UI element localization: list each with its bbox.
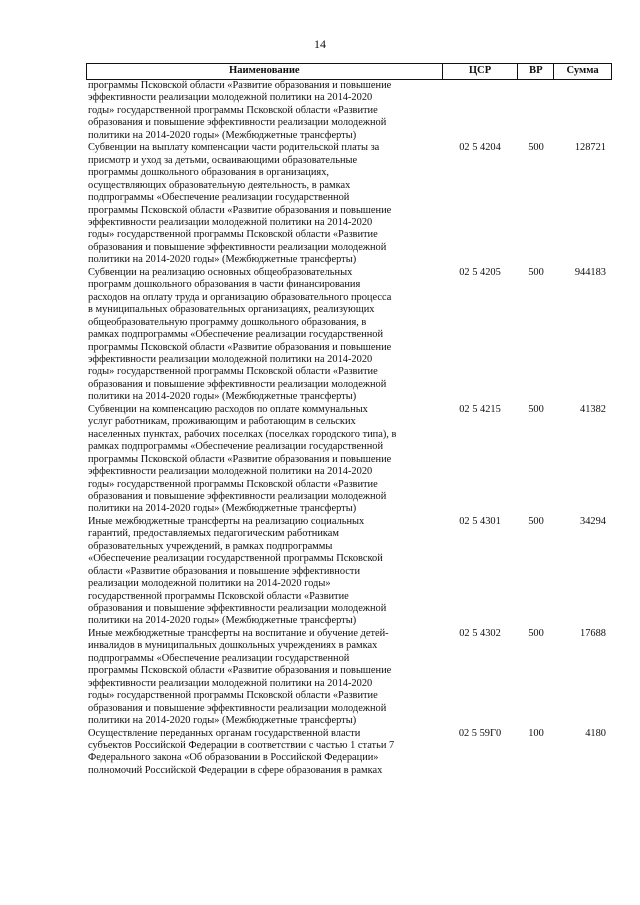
text-line: годы» государственной программы Псковской области «Развитие (88, 366, 378, 378)
text-line: годы» государственной программы Псковской области «Развитие (88, 229, 378, 241)
text-line: эффективности реализации молодежной политики на 2014-2020 (88, 677, 373, 689)
text-line: инвалидов в муниципальных дошкольных учреждениях в рамках (88, 640, 378, 652)
row-name (86, 516, 442, 628)
row-name (86, 728, 442, 778)
text-line: программы Псковской области «Развитие образования и повышение (88, 204, 392, 216)
text-line: программы Псковской области «Развитие образования и повышение (88, 453, 392, 465)
header-sum: Сумма (553, 64, 611, 79)
text-line: программы Псковской области «Развитие образования и повышение (88, 665, 392, 677)
text-line: Осуществление переданных органам государственной власти (88, 727, 361, 739)
text-line: рамках подпрограммы «Обеспечение реализации государственной (88, 329, 384, 341)
text-line: годы» государственной программы Псковской области «Развитие (88, 690, 378, 702)
row-sum: 128721 (574, 142, 606, 154)
text-line: программы Псковской области «Развитие образования и повышение (88, 80, 392, 91)
text-line: «Обеспечение реализации государственной программы Псковской (88, 553, 383, 565)
row-csr: 02 5 4215 (459, 403, 501, 415)
text-line: Федерального закона «Об образовании в Российской Федерации» (88, 752, 379, 764)
text-line: полномочий Российской Федерации в сфере образования в рамках (88, 764, 383, 776)
table-row (86, 628, 612, 728)
table-row (86, 267, 612, 404)
header-csr: ЦСР (442, 64, 518, 79)
text-line: присмотр и уход за детьми, осваивающими образовательные (88, 154, 358, 166)
text-line: области «Развитие образования и повышение эффективности (88, 565, 361, 577)
row-name (86, 404, 442, 516)
text-line: подпрограммы «Обеспечение реализации государственной (88, 192, 350, 204)
text-line: эффективности реализации молодежной политики на 2014-2020 (88, 466, 373, 478)
row-vr: 500 (528, 142, 544, 154)
text-line: субъектов Российской Федерации в соответствии с частью 1 статьи 7 (88, 740, 395, 752)
text-line: образования и повышение эффективности реализации молодежной (88, 490, 387, 502)
row-name (86, 628, 442, 728)
row-sum: 17688 (580, 627, 606, 639)
text-line: образования и повышение эффективности реализации молодежной (88, 702, 387, 714)
text-line: Субвенции на реализацию основных общеобразовательных (88, 266, 353, 278)
text-line: эффективности реализации молодежной политики на 2014-2020 (88, 353, 373, 365)
row-sum: 34294 (580, 515, 606, 527)
text-line: образования и повышение эффективности реализации молодежной (88, 378, 387, 390)
text-line: населенных пунктах, рабочих поселках (поселках городского типа), в (88, 428, 397, 440)
text-line: политики на 2014-2020 годы» (Межбюджетные трансферты) (88, 503, 357, 515)
text-line: программы Псковской области «Развитие образования и повышение (88, 341, 392, 353)
text-line: осуществляющих образовательную деятельность, в рамках (88, 179, 351, 191)
row-vr: 500 (528, 515, 544, 527)
text-line: образования и повышение эффективности реализации молодежной (88, 603, 387, 615)
text-line: политики на 2014-2020 годы» (Межбюджетные трансферты) (88, 254, 357, 266)
row-name (86, 142, 442, 267)
row-sum: 944183 (574, 266, 606, 278)
budget-table (86, 63, 612, 777)
text-line: образования и повышение эффективности реализации молодежной (88, 241, 387, 253)
text-line: программы дошкольного образования в организациях, (88, 167, 329, 179)
row-csr: 02 5 4301 (459, 515, 501, 527)
row-vr: 100 (528, 727, 544, 739)
continuation-row (86, 80, 612, 142)
text-line: общеобразовательную программу дошкольного образования, в (88, 316, 367, 328)
row-csr: 02 5 4204 (459, 142, 501, 154)
text-line: рамках подпрограммы «Обеспечение реализации государственной (88, 441, 384, 453)
text-line: реализации молодежной политики на 2014-2020 годы» (88, 578, 331, 590)
row-vr: 500 (528, 266, 544, 278)
row-csr: 02 5 4302 (459, 627, 501, 639)
text-line: годы» государственной программы Псковской области «Развитие (88, 478, 378, 490)
text-line: в муниципальных образовательных организациях, реализующих (88, 304, 375, 316)
table-row (86, 728, 612, 778)
page-number: 14 (314, 37, 326, 51)
text-line: Иные межбюджетные трансферты на реализацию социальных (88, 515, 365, 527)
row-csr: 02 5 59Г0 (458, 727, 502, 739)
text-line: образовательных учреждений, в рамках подпрограммы (88, 540, 333, 552)
row-csr: 02 5 4205 (459, 266, 501, 278)
text-line: Иные межбюджетные трансферты на воспитание и обучение детей- (88, 627, 389, 639)
table-row (86, 142, 612, 267)
text-line: Субвенции на выплату компенсации части родительской платы за (88, 142, 380, 154)
row-vr: 500 (528, 403, 544, 415)
text-line: политики на 2014-2020 годы» (Межбюджетные трансферты) (88, 615, 357, 627)
text-line: политики на 2014-2020 годы» (Межбюджетные трансферты) (88, 391, 357, 403)
row-name (86, 267, 442, 404)
text-line: годы» государственной программы Псковской области «Развитие (88, 104, 378, 116)
text-line: образования и повышение эффективности реализации молодежной (88, 117, 387, 129)
text-line: расходов на оплату труда и организацию образовательного процесса (88, 291, 392, 303)
text-line: программ дошкольного образования в части финансирования (88, 279, 361, 291)
header-vr: ВР (517, 64, 553, 79)
table-row (86, 404, 612, 516)
text-line: политики на 2014-2020 годы» (Межбюджетные трансферты) (88, 715, 357, 727)
text-line: гарантий, предоставляемых педагогическим работникам (88, 528, 339, 540)
text-line: эффективности реализации молодежной политики на 2014-2020 (88, 216, 373, 228)
table-header (86, 63, 612, 80)
table-row (86, 516, 612, 628)
text-line: подпрограммы «Обеспечение реализации государственной (88, 652, 350, 664)
text-line: эффективности реализации молодежной политики на 2014-2020 (88, 92, 373, 104)
text-line: услуг работникам, проживающим и работающим в сельских (88, 416, 356, 428)
text-line: государственной программы Псковской области «Развитие (88, 590, 349, 602)
header-name: Наименование (229, 65, 300, 76)
row-sum: 4180 (585, 727, 606, 739)
continuation-text (86, 80, 442, 142)
text-line: политики на 2014-2020 годы» (Межбюджетные трансферты) (88, 129, 357, 141)
text-line: Субвенции на компенсацию расходов по оплате коммунальных (88, 403, 368, 415)
row-sum: 41382 (580, 403, 606, 415)
row-vr: 500 (528, 627, 544, 639)
